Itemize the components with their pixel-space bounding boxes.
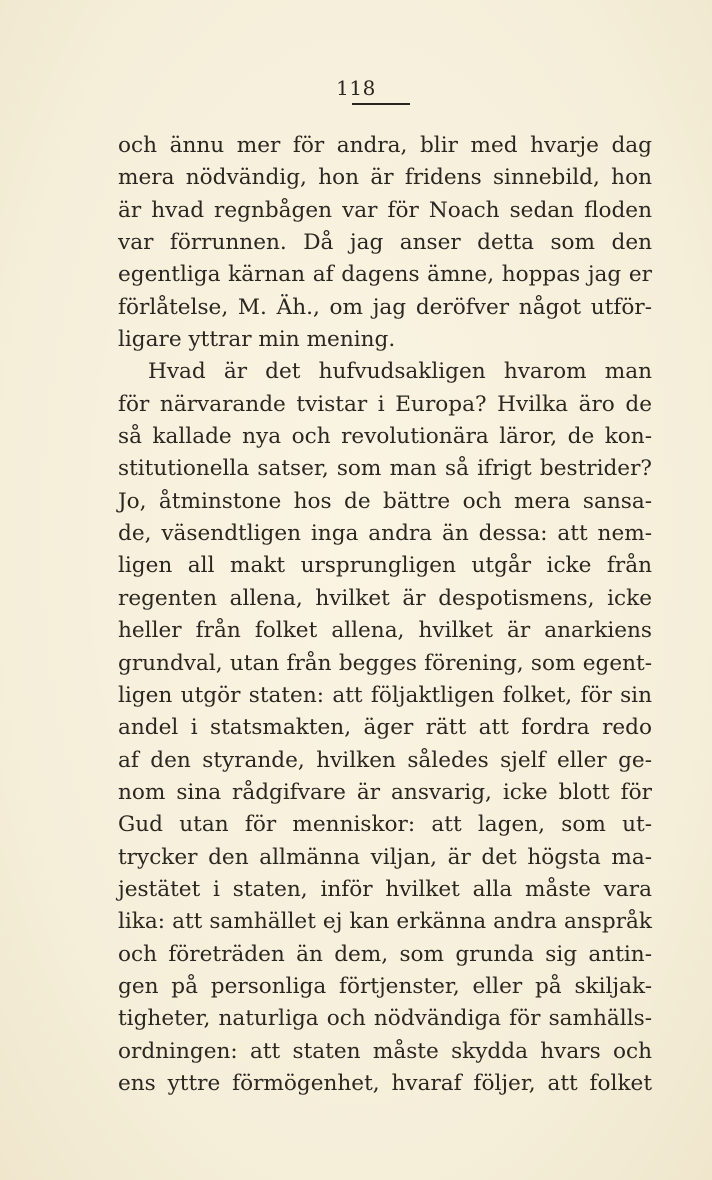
text-line: af den styrande, hvilken således sjelf eller ge- xyxy=(118,747,652,773)
text-line: lika: att samhället ej kan erkänna andra anspråk xyxy=(118,909,652,935)
text-line: regenten allena, hvilket är despotismens, icke xyxy=(118,585,652,611)
page-number-underline xyxy=(352,103,410,105)
text-line: så kallade nya och revolutionära läror, de kon- xyxy=(118,424,652,450)
text-line: var förrunnen. Då jag anser detta som den xyxy=(118,230,652,256)
text-line: ens yttre förmögenhet, hvaraf följer, att folket xyxy=(118,1070,652,1096)
text-line: Gud utan för menniskor: att lagen, som ut- xyxy=(118,812,652,838)
text-line: tigheter, naturliga och nödvändiga för samhälls- xyxy=(118,1006,652,1032)
text-line: och ännu mer för andra, blir med hvarje dag xyxy=(118,133,652,158)
text-line: Jo, åtminstone hos de bättre och mera sansa- xyxy=(118,488,652,514)
page-number: 118 xyxy=(336,76,376,100)
text-line: gen på personliga förtjenster, eller på skiljak- xyxy=(118,973,652,999)
text-line: stitutionella satser, som man så ifrigt bestrider? xyxy=(118,456,652,482)
text-line: heller från folket allena, hvilket är anarkiens xyxy=(118,618,652,644)
text-line: Hvad är det hufvudsakligen hvarom man xyxy=(148,359,652,385)
text-line: är hvad regnbågen var för Noach sedan floden xyxy=(118,197,652,223)
text-line: för närvarande tvistar i Europa? Hvilka äro de xyxy=(118,391,652,417)
text-line: de, väsendtligen inga andra än dessa: att nem- xyxy=(118,521,652,547)
text-line: grundval, utan från begges förening, som egent- xyxy=(118,650,652,676)
body-text xyxy=(118,130,652,1100)
text-line: ligare yttrar min mening. xyxy=(118,327,396,353)
text-line: jestätet i staten, inför hvilket alla måste vara xyxy=(118,876,652,902)
text-line: nom sina rådgifvare är ansvarig, icke blott för xyxy=(118,779,652,805)
text-line: trycker den allmänna viljan, är det högsta ma- xyxy=(118,844,652,870)
text-line: och företräden än dem, som grunda sig antin- xyxy=(118,941,652,967)
text-line: mera nödvändig, hon är fridens sinnebild, hon xyxy=(118,165,652,191)
text-line: förlåtelse, M. Äh., om jag deröfver något utför- xyxy=(118,294,652,320)
text-line: ligen all makt ursprungligen utgår icke från xyxy=(118,553,652,579)
text-line: ligen utgör staten: att följaktligen folket, för sin xyxy=(118,682,652,708)
text-line: ordningen: att staten måste skydda hvars och xyxy=(118,1038,652,1064)
text-line: egentliga kärnan af dagens ämne, hoppas jag er xyxy=(118,262,652,288)
text-line: andel i statsmakten, äger rätt att fordra redo xyxy=(118,715,652,741)
